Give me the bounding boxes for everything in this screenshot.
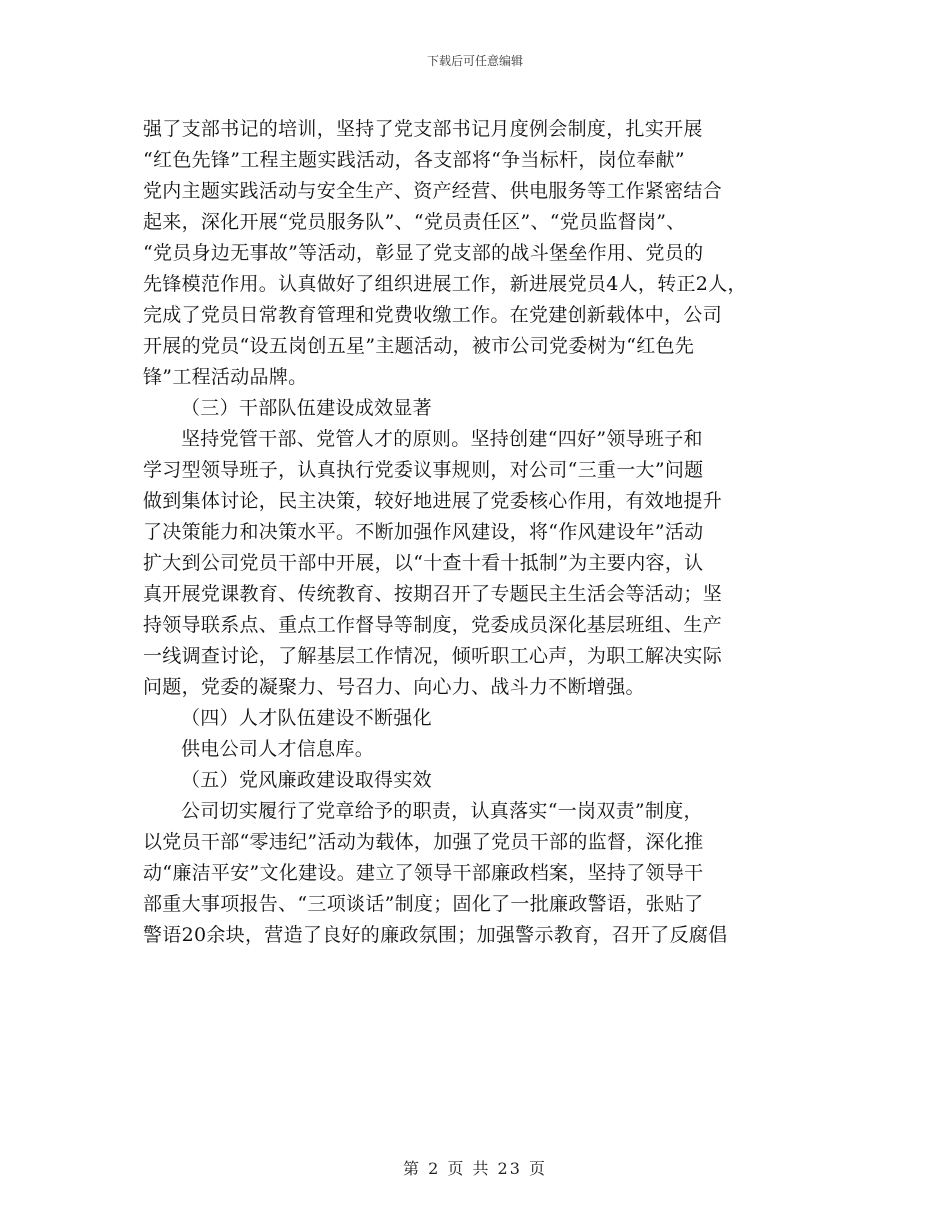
body-line: 持领导联系点、重点工作督导等制度，党委成员深化基层班组、生产	[143, 614, 723, 636]
document-body	[143, 114, 843, 951]
section-heading-4: （四）人才队伍建设不断强化	[181, 707, 432, 729]
page-header: 下载后可任意编辑	[426, 54, 523, 68]
body-line: 做到集体讨论，民主决策，较好地进展了党委核心作用，有效地提升	[143, 490, 723, 512]
body-line: 公司切实履行了党章给予的职责，认真落实“一岗双责”制度，	[181, 800, 703, 822]
body-line: 真开展党课教育、传统教育、按期召开了专题民主生活会等活动；坚	[143, 583, 723, 605]
body-line: 供电公司人才信息库。	[181, 738, 375, 760]
body-line: 以党员干部“零违纪”活动为载体，加强了党员干部的监督，深化推	[143, 831, 704, 853]
body-line: 动“廉洁平安”文化建设。建立了领导干部廉政档案，坚持了领导干	[143, 862, 704, 884]
page-number-footer: 第 2 页 共 23 页	[403, 1159, 547, 1178]
body-line: 开展的党员“设五岗创五星”主题活动，被市公司党委树为“红色先	[143, 335, 695, 357]
section-heading-5: （五）党风廉政建设取得实效	[181, 769, 432, 791]
body-line: 坚持党管干部、党管人才的原则。坚持创建“四好”领导班子和	[181, 428, 703, 450]
body-line: 扩大到公司党员干部中开展，以“十查十看十抵制”为主要内容，认	[143, 552, 704, 574]
body-line: 了决策能力和决策水平。不断加强作风建设，将“作风建设年”活动	[143, 521, 704, 543]
body-line: 锋”工程活动品牌。	[143, 366, 308, 388]
body-line: 警语20余块，营造了良好的廉政氛围；加强警示教育，召开了反腐倡	[143, 924, 728, 946]
body-line: 起来，深化开展“党员服务队”、“党员责任区”、“党员监督岗”、	[143, 211, 686, 233]
body-line: 学习型领导班子，认真执行党委议事规则，对公司“三重一大”问题	[143, 459, 704, 481]
body-line: “党员身边无事故”等活动，彰显了党支部的战斗堡垒作用、党员的	[143, 242, 704, 264]
body-line: “红色先锋”工程主题实践活动，各支部将“争当标杆，岗位奉献”	[143, 149, 685, 171]
body-line: 先锋模范作用。认真做好了组织进展工作，新进展党员4人，转正2人，	[143, 273, 747, 295]
body-line: 部重大事项报告、“三项谈话”制度；固化了一批廉政警语，张贴了	[143, 893, 704, 915]
body-line: 完成了党员日常教育管理和党费收缴工作。在党建创新载体中，公司	[143, 304, 723, 326]
body-line: 一线调查讨论，了解基层工作情况，倾听职工心声，为职工解决实际	[143, 645, 723, 667]
body-line: 强了支部书记的培训，坚持了党支部书记月度例会制度，扎实开展	[143, 118, 703, 140]
section-heading-3: （三）干部队伍建设成效显著	[181, 397, 432, 419]
body-line: 党内主题实践活动与安全生产、资产经营、供电服务等工作紧密结合	[143, 180, 723, 202]
body-line: 问题，党委的凝聚力、号召力、向心力、战斗力不断增强。	[143, 676, 645, 698]
